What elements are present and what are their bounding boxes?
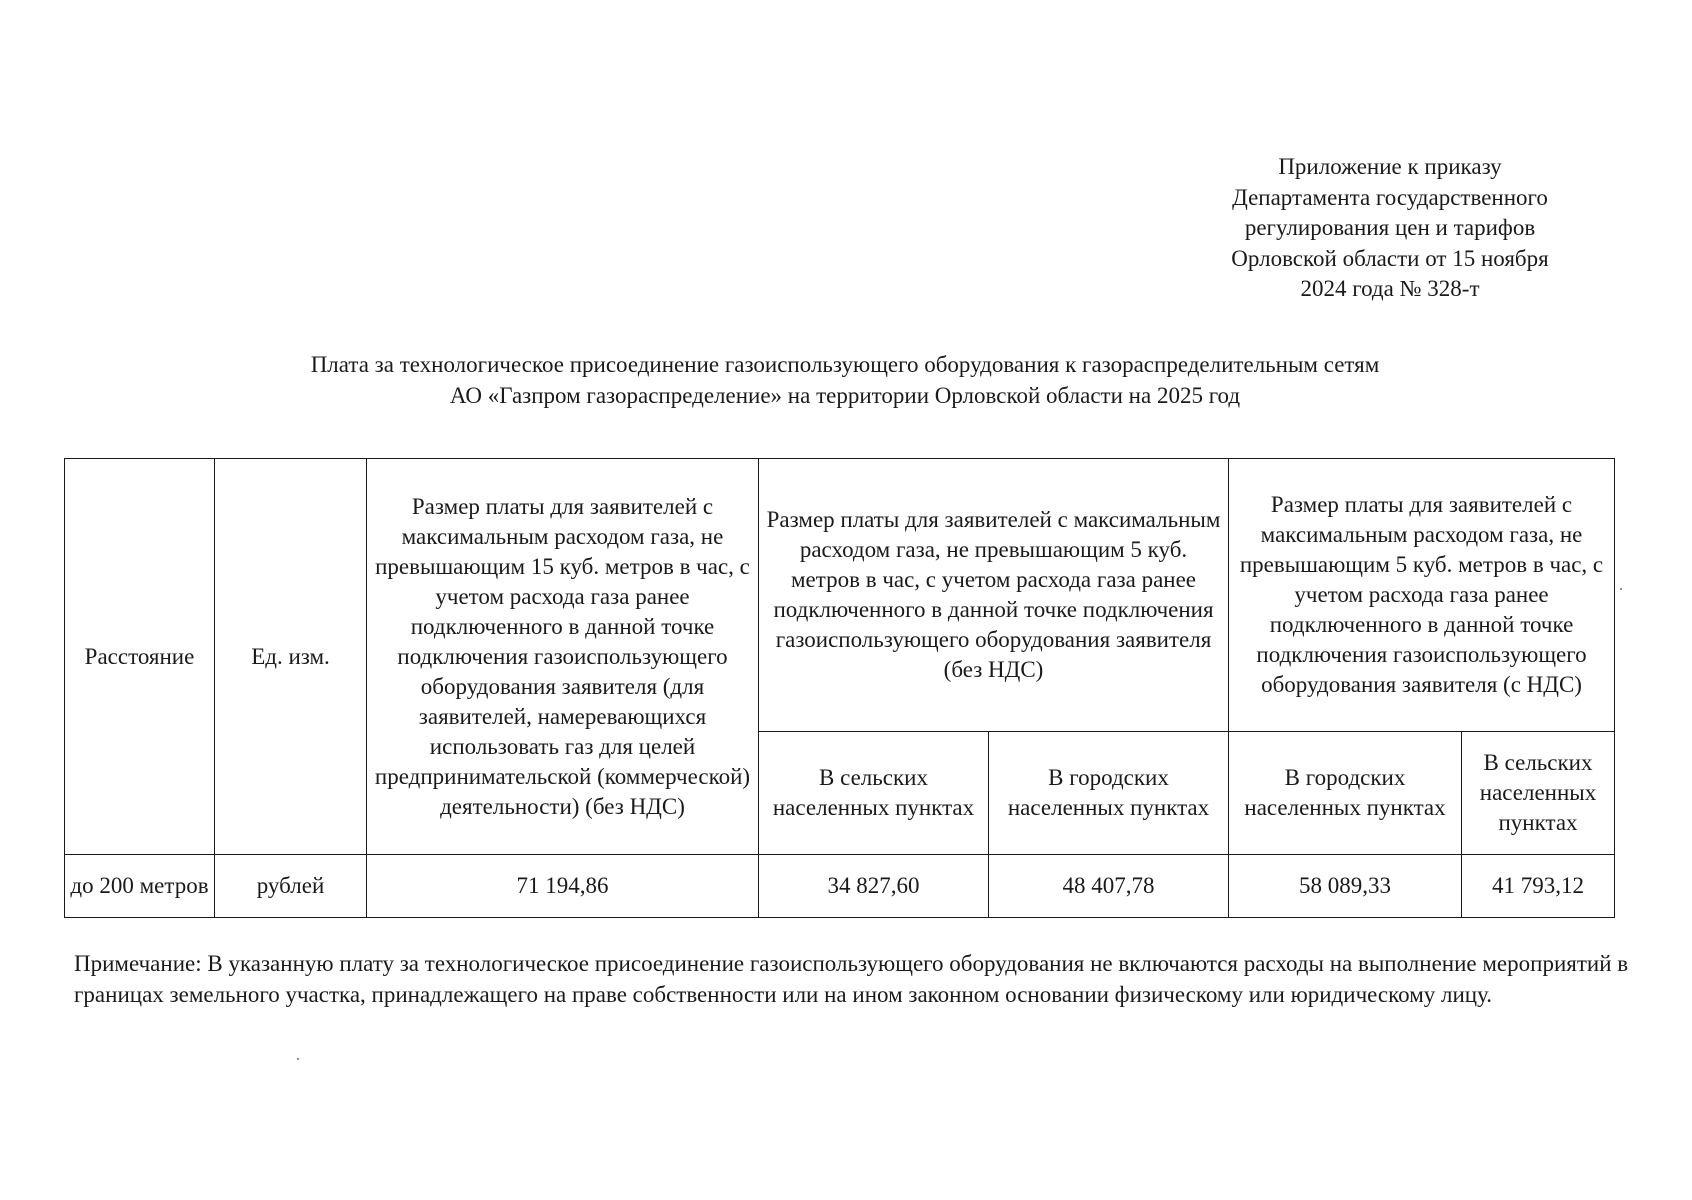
scan-speck (1620, 588, 1622, 590)
scan-speck (297, 1058, 299, 1060)
header-group-commercial: Размер платы для заявителей с максимальным расходом газа, не превышающим 15 куб. метров в час, с учетом расхода газа ранее подключенного в данной точке подключения газоиспользующего оборудования заявителя (для заявителей, намеревающихся использовать газ для целей предпринимательской (коммерческой) деятельности) (без НДС) (367, 459, 759, 855)
title-line: АО «Газпром газораспределение» на территории Орловской области на 2025 год (449, 382, 1241, 408)
header-unit: Ед. изм. (215, 459, 367, 855)
row-distance: до 200 метров (65, 855, 215, 918)
header-distance: Расстояние (65, 459, 215, 855)
table-header-row (65, 459, 1615, 732)
row-unit: рублей (215, 855, 367, 918)
appendix-line: 2024 года № 328-т (1300, 276, 1480, 301)
row-value-urban-without-vat: 48 407,78 (989, 855, 1229, 918)
document-title (160, 350, 1530, 411)
subheader-urban: В городских населенных пунктах (989, 732, 1229, 855)
subheader-urban: В городских населенных пунктах (1229, 732, 1462, 855)
subheader-rural: В сельских населенных пунктах (759, 732, 989, 855)
appendix-header (1160, 152, 1620, 305)
row-value-rural-with-vat: 41 793,12 (1462, 855, 1615, 918)
row-value-urban-with-vat: 58 089,33 (1229, 855, 1462, 918)
appendix-line: Департамента государственного (1232, 184, 1548, 210)
table-row (65, 855, 1615, 918)
tariff-table (64, 458, 1615, 918)
appendix-line: Орловской области от 15 ноября (1231, 245, 1549, 271)
subheader-rural: В сельских населенных пунктах (1462, 732, 1615, 855)
header-group-without-vat: Размер платы для заявителей с максимальным расходом газа, не превышающим 5 куб. метров в час, с учетом расхода газа ранее подключенного в данной точке подключения газоиспользующего оборудования заявителя (без НДС) (759, 459, 1229, 732)
footnote: Примечание: В указанную плату за технологическое присоединение газоиспользующего оборудования не включаются расходы на выполнение мероприятий в границах земельного участка, принадлежащего на праве собственности или на ином законном основании физическому или юридическому лицу. (74, 951, 1629, 1007)
row-value-rural-without-vat: 34 827,60 (759, 855, 989, 918)
header-group-with-vat: Размер платы для заявителей с максимальным расходом газа, не превышающим 5 куб. метров в час, с учетом расхода газа ранее подключенного в данной точке подключения газоиспользующего оборудования заявителя (с НДС) (1229, 459, 1615, 732)
appendix-line: регулирования цен и тарифов (1244, 215, 1536, 240)
title-line: Плата за технологическое присоединение газоиспользующего оборудования к газораспределительным сетям (310, 352, 1380, 377)
row-value-commercial: 71 194,86 (367, 855, 759, 918)
appendix-line: Приложение к приказу (1278, 154, 1502, 179)
